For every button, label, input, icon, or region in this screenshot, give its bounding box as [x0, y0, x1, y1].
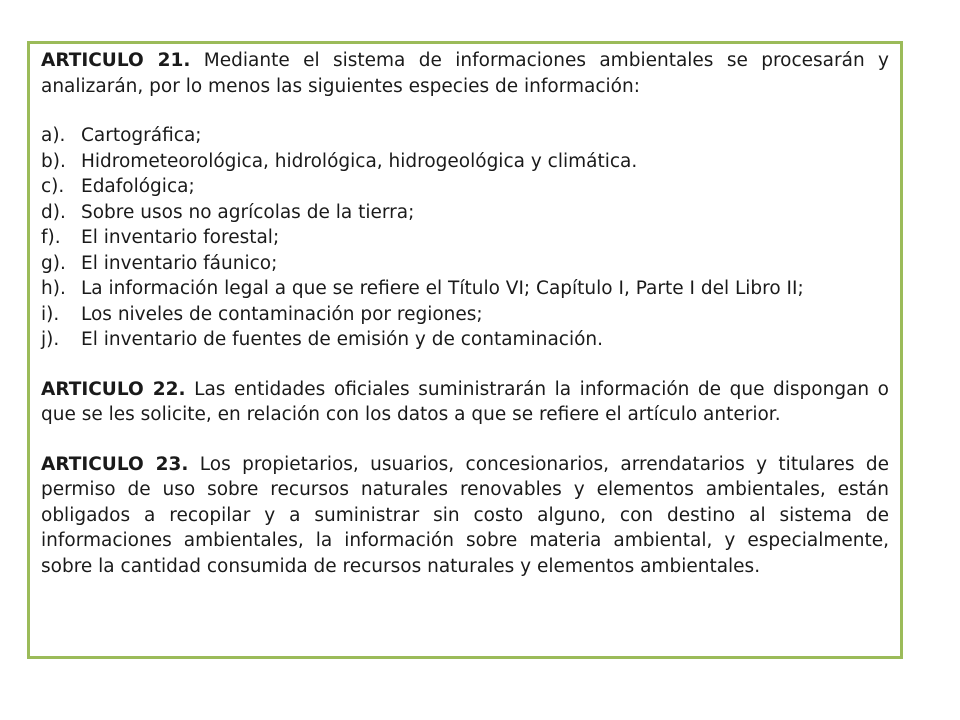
article-23-paragraph — [41, 452, 889, 580]
list-marker: i). — [41, 303, 60, 325]
list-item — [41, 251, 889, 277]
spacer — [41, 99, 889, 123]
list-item — [41, 327, 889, 353]
list-marker: d). — [41, 201, 66, 223]
spacer — [41, 353, 889, 377]
list-item-text: Edafológica; — [81, 176, 195, 197]
list-item-text: Hidrometeorológica, hidrológica, hidrogeológica y climática. — [81, 150, 638, 172]
list-item — [41, 123, 889, 149]
list-item — [41, 200, 889, 226]
list-item — [41, 225, 889, 251]
list-marker: b). — [41, 150, 66, 172]
document-frame — [27, 41, 903, 659]
list-item — [41, 149, 889, 175]
spacer — [41, 428, 889, 452]
article-22-heading: ARTICULO 22. — [41, 378, 186, 400]
list-item-text: Cartográfica; — [81, 125, 202, 146]
list-item-text: La información legal a que se refiere el Título VI; Capítulo I, Parte I del Libro II; — [81, 278, 804, 299]
list-marker: j). — [41, 329, 60, 350]
article-22-paragraph — [41, 377, 889, 428]
list-marker: h). — [41, 278, 66, 299]
list-marker: a). — [41, 125, 66, 146]
article-21-text: Mediante el sistema de informaciones ambientales se procesarán y analizarán, por lo menos las siguientes especies de información: — [41, 50, 889, 97]
article-21-heading: ARTICULO 21. — [41, 50, 191, 71]
list-item-text: Sobre usos no agrícolas de la tierra; — [81, 201, 415, 223]
list-item-text: El inventario fáunico; — [81, 252, 278, 274]
list-marker: g). — [41, 252, 66, 274]
article-21-paragraph — [41, 48, 889, 99]
list-item — [41, 174, 889, 200]
list-item-text: Los niveles de contaminación por regiones; — [81, 303, 483, 325]
article-23-text: Los propietarios, usuarios, concesionarios, arrendatarios y titulares de permiso de uso sobre recursos naturales renovables y elementos ambientales, están obligados a recopilar y a suministrar sin costo alguno, con destino al sistema de informaciones ambientales, la información sobre materia ambiental, y especialmente, sobre la cantidad consumida de recursos naturales y elementos ambientales. — [41, 453, 889, 577]
list-item — [41, 276, 889, 302]
article-23-heading: ARTICULO 23. — [41, 453, 189, 475]
article-21-list — [41, 123, 889, 353]
list-item — [41, 302, 889, 328]
article-22-text: Las entidades oficiales suministrarán la información de que dispongan o que se les solicite, en relación con los datos a que se refiere el artículo anterior. — [41, 378, 889, 425]
list-marker: c). — [41, 176, 65, 197]
list-item-text: El inventario forestal; — [81, 227, 280, 248]
list-item-text: El inventario de fuentes de emisión y de contaminación. — [81, 329, 604, 350]
list-marker: f). — [41, 227, 61, 248]
